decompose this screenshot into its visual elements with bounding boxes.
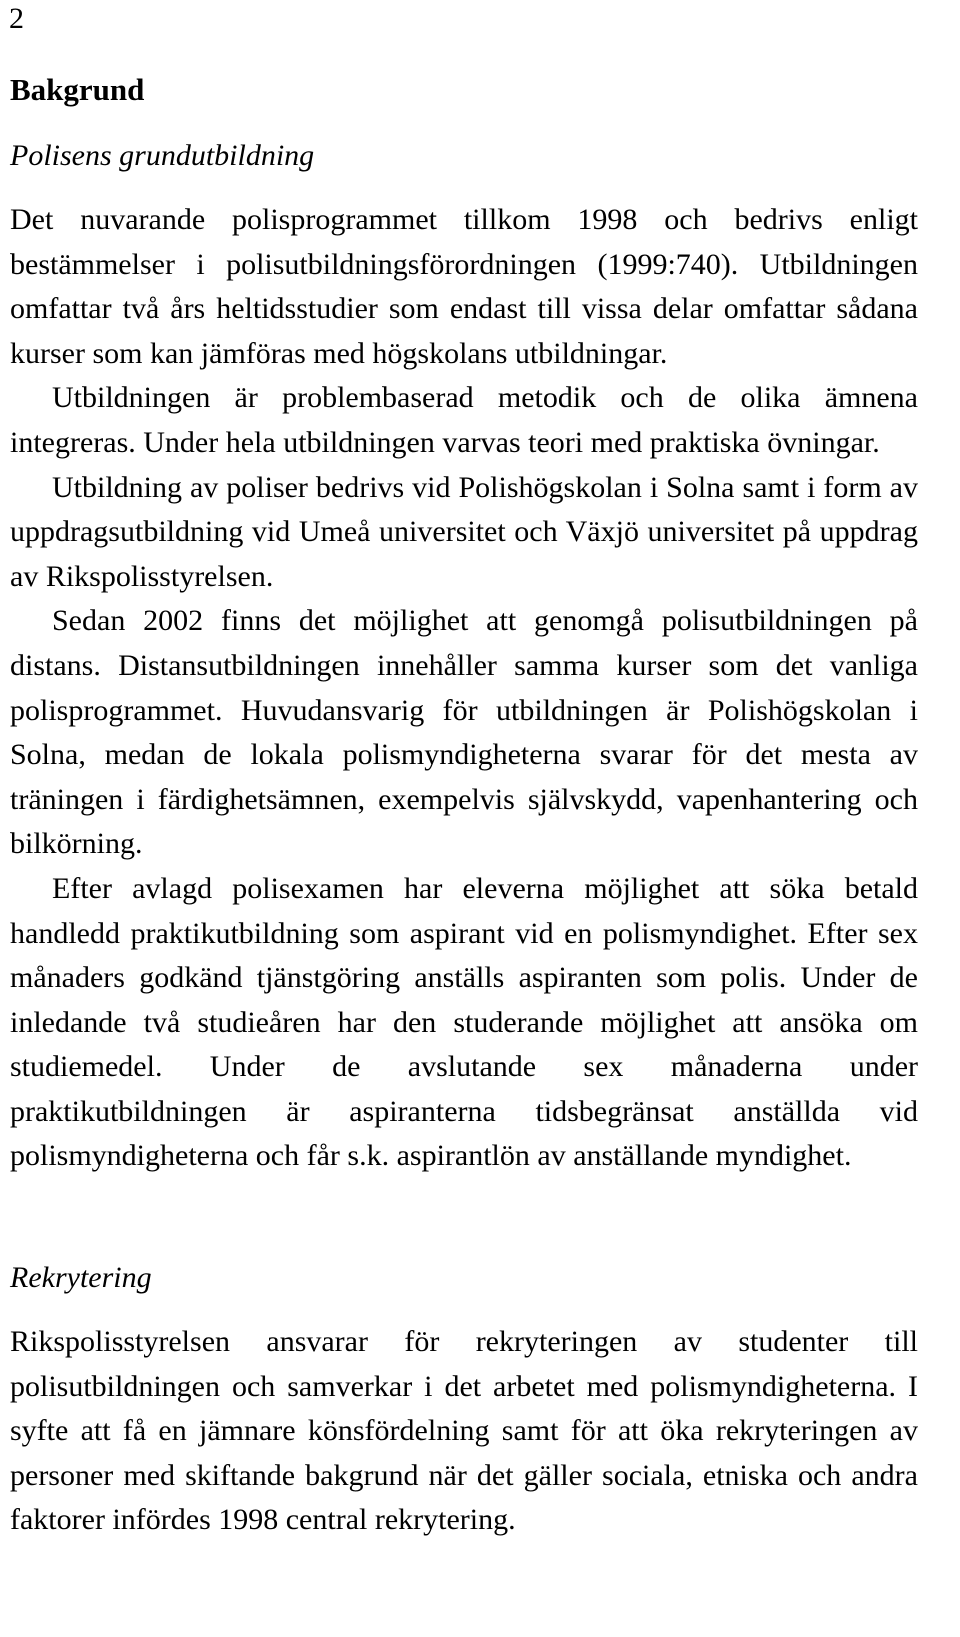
subheading-grundutbildning: Polisens grundutbildning bbox=[10, 139, 315, 172]
paragraph: Sedan 2002 finns det möjlighet att genomgå polisutbildningen på distans. Distansutbildningen innehåller samma kurser som det vanliga polisprogrammet. Huvudansvarig för utbildningen är Polishögskolan i Solna, medan de lokala polismyndigheterna svarar för det mesta av träningen i färdighetsämnen, exempelvis självskydd, vapenhantering och bilkörning. bbox=[10, 604, 918, 861]
section-grundutbildning-body bbox=[10, 198, 918, 1179]
paragraph: Det nuvarande polisprogrammet tillkom 1998 och bedrivs enligt bestämmelser i polisutbildningsförordningen (1999:740). Utbildningen omfattar två års heltidsstudier som endast till vissa delar omfattar sådana kurser som kan jämföras med högskolans utbildningar. bbox=[10, 203, 918, 370]
page-number: 2 bbox=[9, 2, 24, 35]
paragraph: Efter avlagd polisexamen har eleverna möjlighet att söka betald handledd praktikutbildning som aspirant vid en polismyndighet. Efter sex månaders godkänd tjänstgöring anställs aspiranten som polis. Under de inledande två studieåren har den studerande möjlighet att ansöka om studiemedel. Under de avslutande sex månaderna under praktikutbildningen är aspiranterna tidsbegränsat anställda vid polismyndigheterna och får s.k. aspirantlön av anställande myndighet. bbox=[10, 871, 918, 1173]
paragraph: Rikspolisstyrelsen ansvarar för rekryteringen av studenter till polisutbildningen och samverkar i det arbetet med polismyndigheterna. I syfte att få en jämnare könsfördelning samt för att öka rekryteringen av personer med skiftande bakgrund när det gäller sociala, etniska och andra faktorer infördes 1998 central rekrytering. bbox=[10, 1325, 918, 1537]
paragraph: Utbildningen är problembaserad metodik och de olika ämnena integreras. Under hela utbildningen varvas teori med praktiska övningar. bbox=[10, 381, 918, 459]
paragraph: Utbildning av poliser bedrivs vid Polishögskolan i Solna samt i form av uppdragsutbildning vid Umeå universitet och Växjö universitet på uppdrag av Rikspolisstyrelsen. bbox=[10, 470, 918, 593]
section-heading: Bakgrund bbox=[10, 72, 145, 107]
section-rekrytering-body bbox=[10, 1320, 918, 1543]
subheading-rekrytering: Rekrytering bbox=[10, 1261, 152, 1294]
